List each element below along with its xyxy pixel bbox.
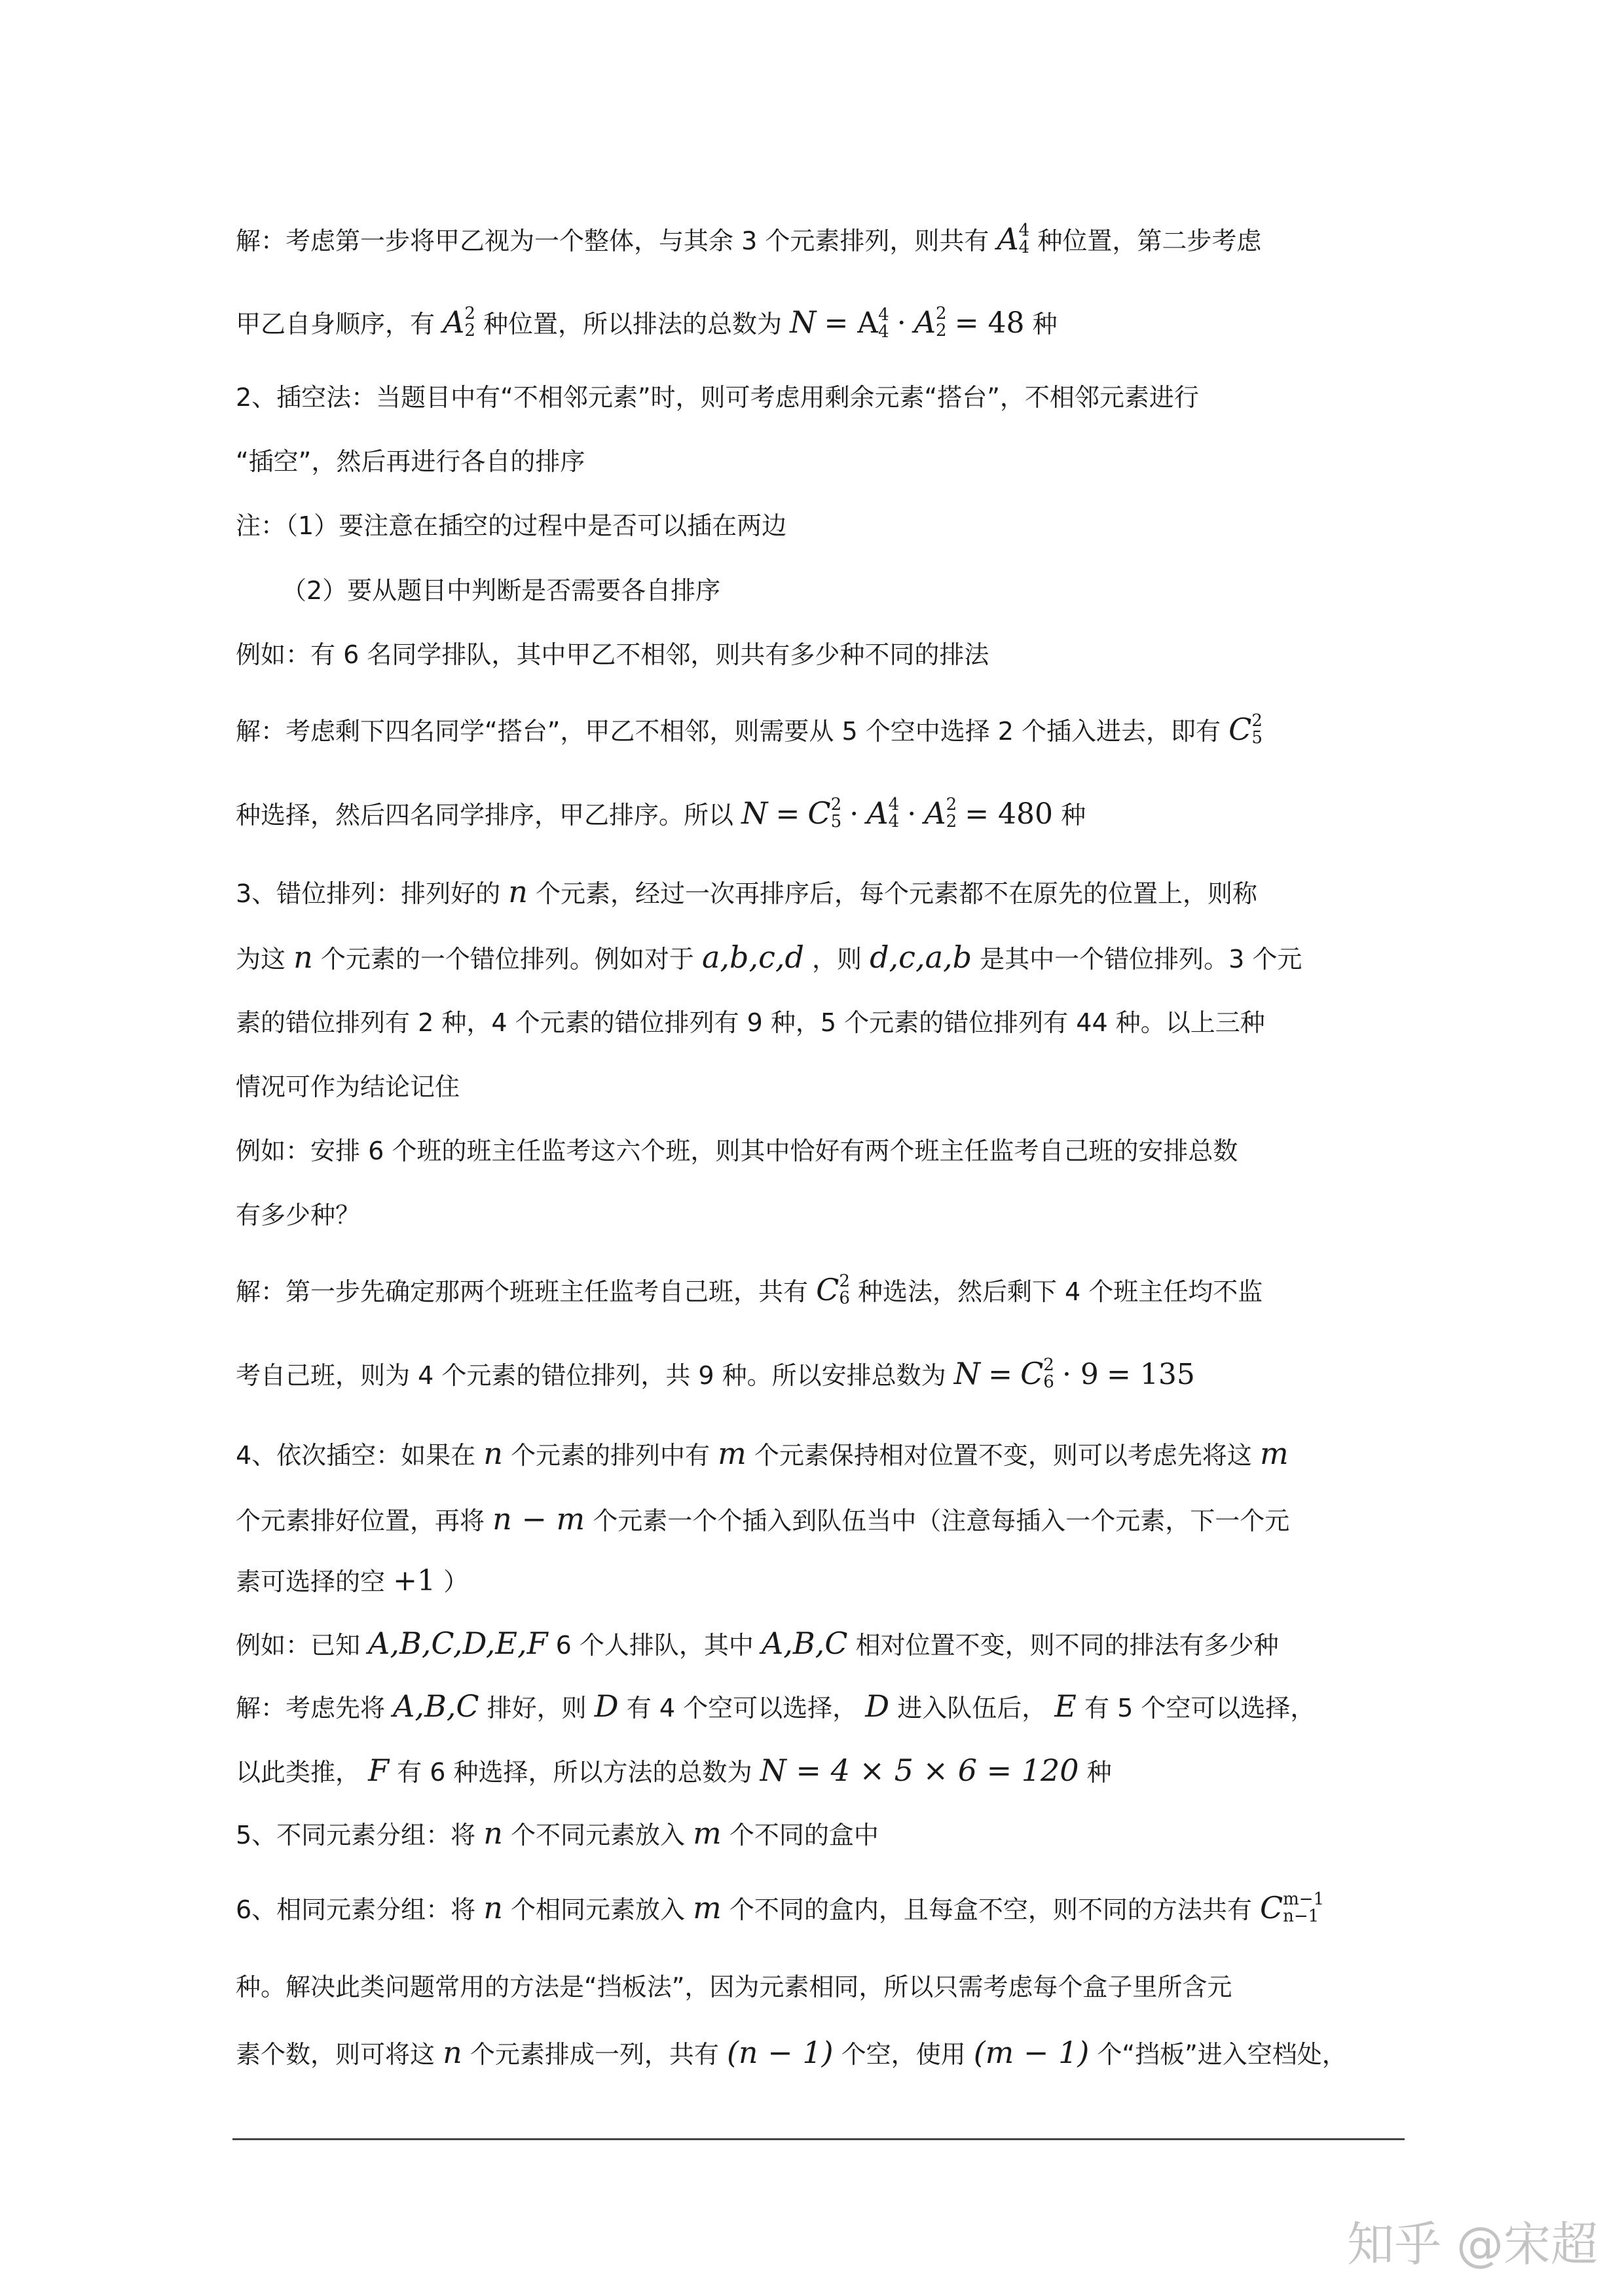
text-line: （2）要从题目中判断是否需要各自排序 — [282, 576, 721, 605]
text-line: 个元素排好位置，再将 n − m 个元素一个个插入到队伍当中（注意每插入一个元素，下一个元 — [236, 1501, 1290, 1537]
text-line: 考自己班，则为 4 个元素的错位排列，共 9 种。所以安排总数为 N = C 2 6 · 9 = 135 — [236, 1355, 1195, 1392]
text-line: “插空”，然后再进行各自的排序 — [236, 447, 585, 476]
text-line: 注：（1）要注意在插空的过程中是否可以插在两边 — [236, 511, 787, 540]
text-line: 情况可作为结论记住 — [236, 1072, 460, 1101]
text-line: 素的错位排列有 2 种，4 个元素的错位排列有 9 种，5 个元素的错位排列有 44 种。以上三种 — [236, 1008, 1265, 1037]
text-line: 解：考虑先将 A,B,C 排好，则 D 有 4 个空可以选择， D 进入队伍后， E 有 5 个空可以选择， — [236, 1688, 1316, 1724]
text-line: 为这 n 个元素的一个错位排列。例如对于 a,b,c,d ，则 d,c,a,b 是其中一个错位排列。3 个元 — [236, 939, 1302, 975]
text-line: 以此类推， F 有 6 种选择，所以方法的总数为 N = 4 × 5 × 6 = 120 种 — [236, 1753, 1112, 1788]
text-line: 3、错位排列：排列好的 n 个元素，经过一次再排序后，每个元素都不在原先的位置上，则称 — [236, 874, 1258, 909]
text-line: 素个数，则可将这 n 个元素排成一列，共有 (n − 1) 个空，使用 (m − 1) 个“挡板”进入空档处， — [236, 2035, 1347, 2070]
text-line: 例如：已知 A,B,C,D,E,F 6 个人排队，其中 A,B,C 相对位置不变，则不同的排法有多少种 — [236, 1626, 1279, 1661]
text-line: 有多少种？ — [236, 1201, 361, 1230]
footer-divider — [232, 2138, 1405, 2140]
text-line: 例如：有 6 名同学排队，其中甲乙不相邻，则共有多少种不同的排法 — [236, 640, 989, 669]
text-line: 4、依次插空：如果在 n 个元素的排列中有 m 个元素保持相对位置不变，则可以考虑先将这 m — [236, 1436, 1289, 1471]
watermark: 知乎 @宋超 — [1347, 2217, 1598, 2272]
text-line: 6、相同元素分组：将 n 个相同元素放入 m 个不同的盒内，且每盒不空，则不同的方法共有 C m−1 n−1 — [236, 1889, 1325, 1926]
text-line: 种选择，然后四名同学排序，甲乙排序。所以 N = C 2 5 · A 4 4 · A 2 2 = 480 种 — [236, 795, 1086, 831]
text-line: 5、不同元素分组：将 n 个不同元素放入 m 个不同的盒中 — [236, 1815, 879, 1851]
text-line: 解：考虑剩下四名同学“搭台”，甲乙不相邻，则需要从 5 个空中选择 2 个插入进去，即有 C 2 5 — [236, 711, 1263, 748]
text-line: 素可选择的空 +1 ） — [236, 1564, 469, 1597]
text-line: 例如：安排 6 个班的班主任监考这六个班，则其中恰好有两个班主任监考自己班的安排总数 — [236, 1137, 1238, 1165]
text-line: 甲乙自身顺序，有 A 2 2 种位置，所以排法的总数为 N = A 4 4 · A 2 2 = 48 种 — [236, 304, 1058, 342]
text-line: 种。解决此类问题常用的方法是“挡板法”，因为元素相同，所以只需考虑每个盒子里所含元 — [236, 1973, 1232, 2001]
text-line: 2、插空法：当题目中有“不相邻元素”时，则可考虑用剩余元素“搭台”，不相邻元素进行 — [236, 383, 1199, 412]
text-line: 解：考虑第一步将甲乙视为一个整体，与其余 3 个元素排列，则共有 A 4 4 种位置，第二步考虑 — [236, 221, 1262, 257]
text-line: 解：第一步先确定那两个班班主任监考自己班，共有 C 2 6 种选法，然后剩下 4 个班主任均不监 — [236, 1271, 1263, 1308]
